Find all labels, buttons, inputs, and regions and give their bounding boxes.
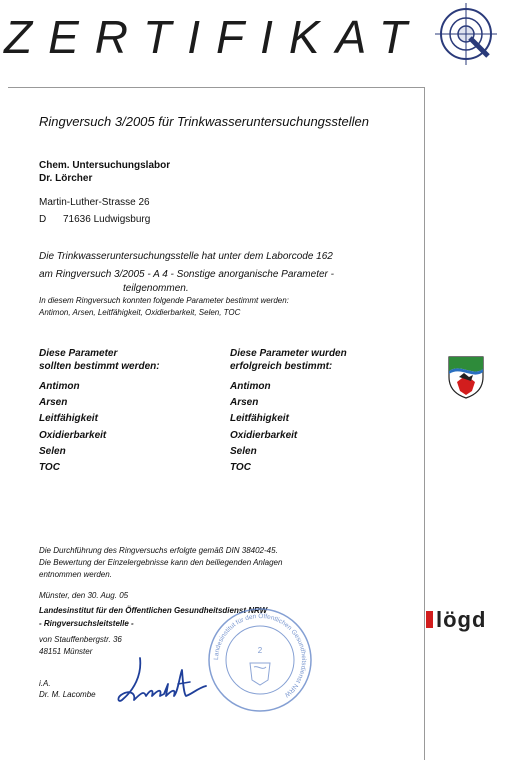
svg-text:Landesinstitut für den Öffentl xyxy=(213,612,307,699)
nrw-coat-of-arms-icon xyxy=(447,355,485,399)
right-item: Antimon xyxy=(230,381,271,392)
left-header-line1: Diese Parameter xyxy=(39,348,118,359)
statement-note1: In diesem Ringversuch konnten folgende Parameter bestimmt werden: xyxy=(39,296,289,305)
right-item: Arsen xyxy=(230,397,259,408)
signatory-name: Dr. M. Lacombe xyxy=(39,690,96,699)
left-item: Oxidierbarkeit xyxy=(39,430,107,441)
stamp-text: Landesinstitut für den Öffentlichen Gesundheitsdienst NRW xyxy=(212,612,308,699)
certificate-heading: Ringversuch 3/2005 für Trinkwasseruntersuchungsstellen xyxy=(39,114,369,129)
official-stamp xyxy=(205,605,315,715)
lab-name-line2: Dr. Lörcher xyxy=(39,173,93,184)
lab-name-line1: Chem. Untersuchungslabor xyxy=(39,160,171,171)
right-item: Leitfähigkeit xyxy=(230,413,289,424)
ia-label: i.A. xyxy=(39,679,51,688)
right-item: Selen xyxy=(230,446,257,457)
institute-street: von Stauffenbergstr. 36 xyxy=(39,635,122,644)
right-item: TOC xyxy=(230,462,251,473)
institute-unit: - Ringversuchsleitstelle - xyxy=(39,619,134,628)
right-header-line1: Diese Parameter wurden xyxy=(230,348,347,359)
left-item: Leitfähigkeit xyxy=(39,413,98,424)
lab-street: Martin-Luther-Strasse 26 xyxy=(39,197,150,208)
statement-note2: Antimon, Arsen, Leitfähigkeit, Oxidierbarkeit, Selen, TOC xyxy=(39,308,241,317)
logd-logo xyxy=(426,607,486,633)
handwritten-signature xyxy=(112,650,212,710)
left-item: Selen xyxy=(39,446,66,457)
logd-logo-bar-icon xyxy=(426,611,433,628)
place-date: Münster, den 30. Aug. 05 xyxy=(39,591,129,600)
right-header-line2: erfolgreich bestimmt: xyxy=(230,361,333,372)
left-header-line2: sollten bestimmt werden: xyxy=(39,361,160,372)
left-item: TOC xyxy=(39,462,60,473)
institute-name: Landesinstitut für den Öffentlichen Gesundheitsdienst NRW xyxy=(39,606,268,615)
footer-line2: Die Bewertung der Einzelergebnisse kann den beiliegenden Anlagen xyxy=(39,558,283,567)
left-item: Antimon xyxy=(39,381,80,392)
quality-emblem-icon xyxy=(432,0,502,68)
certificate-title: ZERTIFIKAT xyxy=(4,11,423,63)
left-item: Arsen xyxy=(39,397,68,408)
statement-line3: teilgenommen. xyxy=(123,283,189,294)
stamp-number: 2 xyxy=(257,646,263,655)
lab-city: 71636 Ludwigsburg xyxy=(63,214,151,225)
statement-line1: Die Trinkwasseruntersuchungsstelle hat unter dem Laborcode 162 xyxy=(39,251,333,262)
logd-logo-text: lögd xyxy=(436,607,487,632)
right-item: Oxidierbarkeit xyxy=(230,430,298,441)
footer-line3: entnommen werden. xyxy=(39,570,112,579)
footer-line1: Die Durchführung des Ringversuchs erfolgte gemäß DIN 38402-45. xyxy=(39,546,278,555)
institute-city: 48151 Münster xyxy=(39,647,93,656)
lab-country: D xyxy=(39,214,47,225)
statement-line2: am Ringversuch 3/2005 - A 4 - Sonstige anorganische Parameter - xyxy=(39,269,334,280)
